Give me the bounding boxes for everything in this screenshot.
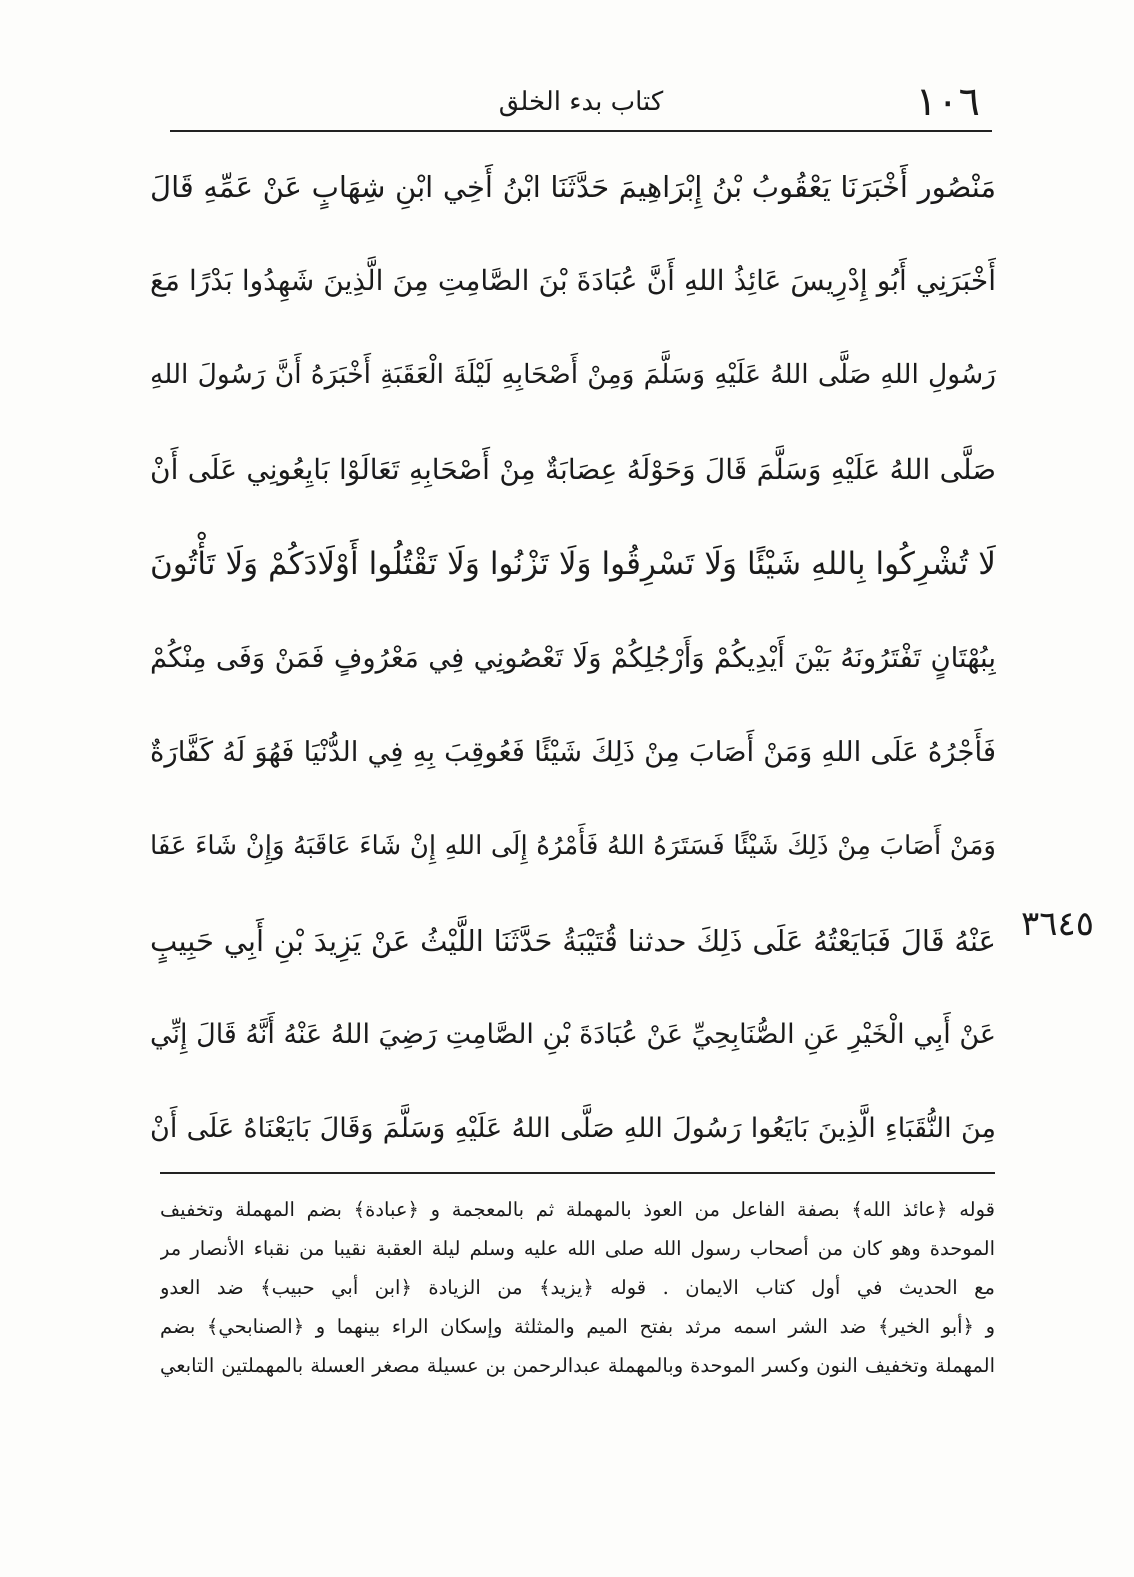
footnote-rule xyxy=(160,1172,995,1174)
header-rule xyxy=(170,130,992,132)
text-line: مَنْصُور أَخْبَرَنَا يَعْقُوبُ بْنُ إِبْرَاهِيمَ حَدَّثَنَا ابْنُ أَخِي ابْنِ شِهَابٍ عَنْ عَمِّهِ قَالَ xyxy=(150,170,996,204)
text-line: فَأَجْرُهُ عَلَى اللهِ وَمَنْ أَصَابَ مِنْ ذَلِكَ شَيْئًا فَعُوقِبَ بِهِ فِي الدُّنْيَا فَهُوَ لَهُ كَفَّارَةٌ xyxy=(150,736,996,769)
footnote-line: مع الحديث في أول كتاب الايمان . قوله ﴿يزيد﴾ من الزيادة ﴿ابن أبي حبيب﴾ ضد العدو xyxy=(160,1276,995,1299)
footnote-line: الموحدة وهو كان من أصحاب رسول الله صلى الله عليه وسلم ليلة العقبة نقيبا من نقباء الأنصار مر xyxy=(160,1237,995,1260)
text-line: بِبُهْتَانٍ تَفْتَرُونَهُ بَيْنَ أَيْدِيكُمْ وَأَرْجُلِكُمْ وَلَا تَعْصُونِي فِي مَعْرُوفٍ فَمَنْ وَفَى مِنْكُمْ xyxy=(150,641,996,674)
text-line: وَمَنْ أَصَابَ مِنْ ذَلِكَ شَيْئًا فَسَتَرَهُ اللهُ فَأَمْرُهُ إِلَى اللهِ إِنْ شَاءَ عَاقَبَهُ وَإِنْ شَاءَ عَفَا xyxy=(150,831,996,862)
text-line: عَنْهُ قَالَ فَبَايَعْتُهُ عَلَى ذَلِكَ حدثنا قُتَيْبَةُ حَدَّثَنَا اللَّيْثُ عَنْ يَزِيدَ بْنِ أَبِي حَبِيبٍ xyxy=(150,923,996,958)
footnote-line: و ﴿أبو الخير﴾ ضد الشر اسمه مرثد بفتح الميم والمثلثة وإسكان الراء بينهما و ﴿الصنابحي﴾ بضم xyxy=(160,1315,995,1338)
hadith-number: ٣٦٤٥ xyxy=(1020,904,1094,944)
text-line: أَخْبَرَنِي أَبُو إِدْرِيسَ عَائِذُ اللهِ أَنَّ عُبَادَةَ بْنَ الصَّامِتِ مِنَ الَّذِينَ شَهِدُوا بَدْرًا مَعَ xyxy=(150,264,996,298)
text-line: رَسُولِ اللهِ صَلَّى اللهُ عَلَيْهِ وَسَلَّمَ وَمِنْ أَصْحَابِهِ لَيْلَةَ الْعَقَبَةِ أَخْبَرَهُ أَنَّ رَسُولَ اللهِ xyxy=(150,359,996,391)
main-text xyxy=(150,140,996,1176)
text-line: عَنْ أَبِي الْخَيْرِ عَنِ الصُّنَابِحِيِّ عَنْ عُبَادَةَ بْنِ الصَّامِتِ رَضِيَ اللهُ عَنْهُ أَنَّهُ قَالَ إِنِّي xyxy=(150,1018,996,1050)
footnote-line: المهملة وتخفيف النون وكسر الموحدة وبالمهملة عبدالرحمن بن عسيلة مصغر العسلة بالمهملتين التابعي xyxy=(160,1354,995,1377)
footnote-line: قوله ﴿عائذ الله﴾ بصفة الفاعل من العوذ بالمهملة ثم بالمعجمة و ﴿عبادة﴾ بضم المهملة وتخفيف xyxy=(160,1198,995,1221)
text-line: صَلَّى اللهُ عَلَيْهِ وَسَلَّمَ قَالَ وَحَوْلَهُ عِصَابَةٌ مِنْ أَصْحَابِهِ تَعَالَوْا بَايِعُونِي عَلَى أَنْ xyxy=(150,452,996,486)
page-number: ١٠٦ xyxy=(915,79,980,125)
page-header xyxy=(170,78,992,126)
text-line: مِنَ النُّقَبَاءِ الَّذِينَ بَايَعُوا رَسُولَ اللهِ صَلَّى اللهُ عَلَيْهِ وَسَلَّمَ وَقَالَ بَايَعْنَاهُ عَلَى أَنْ xyxy=(150,1112,996,1144)
running-title: كتاب بدء الخلق xyxy=(498,87,664,117)
text-line: لَا تُشْرِكُوا بِاللهِ شَيْئًا وَلَا تَسْرِقُوا وَلَا تَزْنُوا وَلَا تَقْتُلُوا أَوْلَادَكُمْ وَلَا تَأْتُونَ xyxy=(150,545,996,582)
footnotes xyxy=(160,1190,995,1385)
